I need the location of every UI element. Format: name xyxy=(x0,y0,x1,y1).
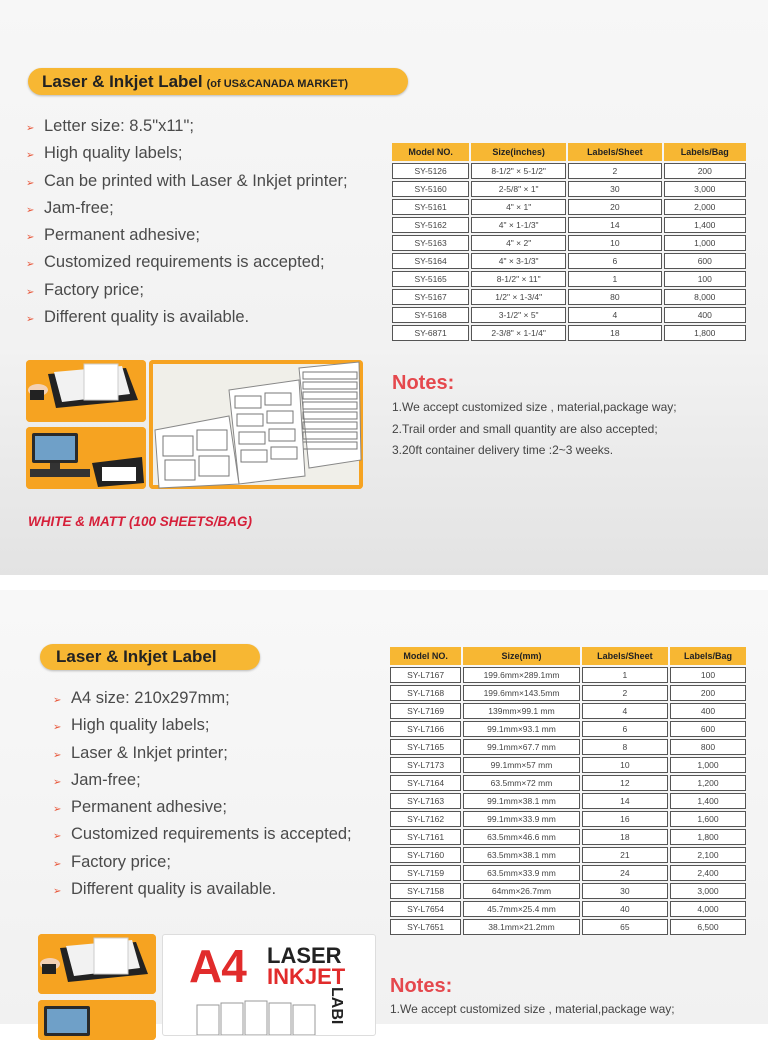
table-cell: SY-5168 xyxy=(392,307,469,323)
table-cell: 16 xyxy=(582,811,668,827)
table-cell: SY-L7173 xyxy=(390,757,461,773)
table-row xyxy=(390,775,746,791)
table-row xyxy=(390,919,746,935)
table-cell: 4" × 2" xyxy=(471,235,566,251)
feature-item: ➢ A4 size: 210x297mm; xyxy=(53,685,352,712)
table-cell: 18 xyxy=(582,829,668,845)
table-header-row xyxy=(390,647,746,665)
table-cell: SY-5163 xyxy=(392,235,469,251)
section-title xyxy=(28,68,408,95)
table-row xyxy=(390,829,746,845)
section-title-text: Laser & Inkjet Label xyxy=(42,72,203,91)
table-row xyxy=(390,757,746,773)
table-cell: SY-5126 xyxy=(392,163,469,179)
table-cell: 4" × 1" xyxy=(471,199,566,215)
note-item: 1.We accept customized size , material,package way; xyxy=(392,400,677,414)
table-cell: 1,400 xyxy=(664,217,746,233)
table-cell: 38.1mm×21.2mm xyxy=(463,919,579,935)
table-row xyxy=(390,865,746,881)
table-row xyxy=(392,307,746,323)
table-cell: 80 xyxy=(568,289,661,305)
table-header-row xyxy=(392,143,746,161)
feature-list xyxy=(53,685,352,903)
table-cell: SY-L7166 xyxy=(390,721,461,737)
table-row xyxy=(392,199,746,215)
table-cell: SY-L7167 xyxy=(390,667,461,683)
feature-item: ➢ Laser & Inkjet printer; xyxy=(53,740,352,767)
table-cell: 30 xyxy=(582,883,668,899)
table-cell: SY-L7168 xyxy=(390,685,461,701)
table-cell: 40 xyxy=(582,901,668,917)
table-cell: 100 xyxy=(670,667,746,683)
table-cell: SY-L7651 xyxy=(390,919,461,935)
table-cell: SY-L7159 xyxy=(390,865,461,881)
feature-item: ➢ Customized requirements is accepted; xyxy=(53,821,352,848)
table-cell: 200 xyxy=(664,163,746,179)
a4-product-box xyxy=(162,934,376,1036)
table-cell: 2 xyxy=(582,685,668,701)
feature-item: ➢ Jam-free; xyxy=(53,767,352,794)
table-cell: 99.1mm×67.7 mm xyxy=(463,739,579,755)
table-cell: 6 xyxy=(568,253,661,269)
table-cell: 1,800 xyxy=(664,325,746,341)
table-cell: 2-3/8" × 1-1/4" xyxy=(471,325,566,341)
computer-photo xyxy=(26,427,146,489)
col-size: Size(inches) xyxy=(471,143,566,161)
table-cell: 10 xyxy=(568,235,661,251)
table-cell: 63.5mm×33.9 mm xyxy=(463,865,579,881)
side-text: LABI xyxy=(328,987,345,1025)
feature-item: ➢ Letter size: 8.5"x11"; xyxy=(26,113,348,140)
table-cell: 1,800 xyxy=(670,829,746,845)
table-cell: 3,000 xyxy=(664,181,746,197)
col-labels-sheet: Labels/Sheet xyxy=(582,647,668,665)
table-row xyxy=(390,667,746,683)
table-cell: 1,000 xyxy=(664,235,746,251)
note-item: 1.We accept customized size , material,package way; xyxy=(390,1002,675,1016)
table-cell: 30 xyxy=(568,181,661,197)
table-row xyxy=(392,289,746,305)
printer-photo xyxy=(38,934,156,994)
feature-item: ➢ Factory price; xyxy=(26,277,348,304)
table-cell: SY-L7164 xyxy=(390,775,461,791)
table-cell: 8-1/2" × 5-1/2" xyxy=(471,163,566,179)
table-row xyxy=(390,721,746,737)
table-cell: 2,000 xyxy=(664,199,746,215)
col-labels-bag: Labels/Bag xyxy=(670,647,746,665)
table-cell: 8,000 xyxy=(664,289,746,305)
table-cell: SY-5167 xyxy=(392,289,469,305)
table-cell: 63.5mm×72 mm xyxy=(463,775,579,791)
table-cell: SY-L7169 xyxy=(390,703,461,719)
table-cell: 4" × 1-1/3" xyxy=(471,217,566,233)
table-cell: 199.6mm×143.5mm xyxy=(463,685,579,701)
spec-table xyxy=(390,141,748,343)
table-row xyxy=(392,271,746,287)
table-cell: 1/2" × 1-3/4" xyxy=(471,289,566,305)
table-cell: SY-6871 xyxy=(392,325,469,341)
table-cell: 12 xyxy=(582,775,668,791)
table-cell: 1,200 xyxy=(670,775,746,791)
feature-item: ➢ Permanent adhesive; xyxy=(53,794,352,821)
feature-item: ➢ Factory price; xyxy=(53,849,352,876)
table-cell: 21 xyxy=(582,847,668,863)
table-cell: 20 xyxy=(568,199,661,215)
table-cell: 3,000 xyxy=(670,883,746,899)
product-caption: WHITE & MATT (100 SHEETS/BAG) xyxy=(28,514,253,529)
inkjet-text: INKJET xyxy=(267,964,346,989)
table-cell: 2 xyxy=(568,163,661,179)
table-cell: 4 xyxy=(582,703,668,719)
laser-text: LASER xyxy=(267,943,342,968)
section-title-text: Laser & Inkjet Label xyxy=(56,647,217,666)
col-size: Size(mm) xyxy=(463,647,579,665)
table-cell: SY-L7162 xyxy=(390,811,461,827)
table-cell: SY-5161 xyxy=(392,199,469,215)
feature-item: ➢ Customized requirements is accepted; xyxy=(26,249,348,276)
table-cell: SY-5164 xyxy=(392,253,469,269)
feature-item: ➢ Permanent adhesive; xyxy=(26,222,348,249)
feature-item: ➢ Can be printed with Laser & Inkjet printer; xyxy=(26,168,348,195)
table-cell: 400 xyxy=(664,307,746,323)
feature-list xyxy=(26,113,348,331)
notes-title: Notes: xyxy=(390,975,453,997)
table-cell: 2,100 xyxy=(670,847,746,863)
table-cell: SY-L7161 xyxy=(390,829,461,845)
table-row xyxy=(392,235,746,251)
table-cell: SY-L7158 xyxy=(390,883,461,899)
table-cell: 45.7mm×25.4 mm xyxy=(463,901,579,917)
table-cell: 1,400 xyxy=(670,793,746,809)
col-labels-bag: Labels/Bag xyxy=(664,143,746,161)
section-title-sub: (of US&CANADA MARKET) xyxy=(206,78,348,90)
table-row xyxy=(390,739,746,755)
note-item: 2.Trail order and small quantity are also accepted; xyxy=(392,421,658,436)
label-sheet-stack-icon xyxy=(193,995,323,1035)
table-cell: 4 xyxy=(568,307,661,323)
table-row xyxy=(392,181,746,197)
table-cell: 14 xyxy=(582,793,668,809)
feature-item: ➢ Different quality is available. xyxy=(53,876,352,903)
table-cell: 14 xyxy=(568,217,661,233)
table-cell: 139mm×99.1 mm xyxy=(463,703,579,719)
notes-title: Notes: xyxy=(392,372,455,394)
table-row xyxy=(390,883,746,899)
table-cell: 10 xyxy=(582,757,668,773)
section-a4 xyxy=(0,590,768,1024)
table-row xyxy=(390,847,746,863)
table-cell: 199.6mm×289.1mm xyxy=(463,667,579,683)
table-cell: SY-L7160 xyxy=(390,847,461,863)
table-cell: 2,400 xyxy=(670,865,746,881)
table-cell: 800 xyxy=(670,739,746,755)
table-cell: 99.1mm×93.1 mm xyxy=(463,721,579,737)
label-sheets-photo xyxy=(149,360,363,489)
table-cell: 400 xyxy=(670,703,746,719)
table-cell: 65 xyxy=(582,919,668,935)
table-cell: 100 xyxy=(664,271,746,287)
table-row xyxy=(392,253,746,269)
table-cell: 63.5mm×46.6 mm xyxy=(463,829,579,845)
table-cell: 99.1mm×57 mm xyxy=(463,757,579,773)
a4-logo-text: A4 xyxy=(189,940,246,992)
table-cell: 64mm×26.7mm xyxy=(463,883,579,899)
table-cell: SY-5165 xyxy=(392,271,469,287)
table-row xyxy=(392,325,746,341)
table-cell: 99.1mm×33.9 mm xyxy=(463,811,579,827)
notes-list xyxy=(390,999,675,1021)
table-cell: 200 xyxy=(670,685,746,701)
table-cell: 600 xyxy=(670,721,746,737)
table-cell: 1,000 xyxy=(670,757,746,773)
table-cell: 1 xyxy=(582,667,668,683)
table-row xyxy=(390,793,746,809)
feature-item: ➢ High quality labels; xyxy=(26,140,348,167)
table-cell: 6 xyxy=(582,721,668,737)
table-cell: 99.1mm×38.1 mm xyxy=(463,793,579,809)
table-cell: 8-1/2" × 11" xyxy=(471,271,566,287)
table-cell: 18 xyxy=(568,325,661,341)
table-cell: SY-L7163 xyxy=(390,793,461,809)
section-title xyxy=(40,644,260,670)
table-row xyxy=(390,901,746,917)
computer-photo xyxy=(38,1000,156,1040)
feature-item: ➢ Jam-free; xyxy=(26,195,348,222)
table-cell: 2-5/8" × 1" xyxy=(471,181,566,197)
col-model: Model NO. xyxy=(390,647,461,665)
table-cell: 6,500 xyxy=(670,919,746,935)
table-row xyxy=(390,685,746,701)
table-cell: 8 xyxy=(582,739,668,755)
table-cell: 4" × 3-1/3" xyxy=(471,253,566,269)
table-cell: 63.5mm×38.1 mm xyxy=(463,847,579,863)
table-cell: SY-L7654 xyxy=(390,901,461,917)
printer-photo xyxy=(26,360,146,422)
table-cell: SY-L7165 xyxy=(390,739,461,755)
table-cell: 600 xyxy=(664,253,746,269)
col-labels-sheet: Labels/Sheet xyxy=(568,143,661,161)
table-cell: 4,000 xyxy=(670,901,746,917)
note-item: 3.20ft container delivery time :2~3 weeks. xyxy=(392,443,614,457)
table-cell: 1 xyxy=(568,271,661,287)
feature-item: ➢ Different quality is available. xyxy=(26,304,348,331)
col-model: Model NO. xyxy=(392,143,469,161)
table-cell: SY-5162 xyxy=(392,217,469,233)
spec-table xyxy=(388,645,748,937)
feature-item: ➢ High quality labels; xyxy=(53,712,352,739)
table-row xyxy=(392,217,746,233)
table-cell: 24 xyxy=(582,865,668,881)
notes-list xyxy=(392,397,677,462)
table-row xyxy=(390,811,746,827)
table-cell: 1,600 xyxy=(670,811,746,827)
table-cell: 3-1/2" × 5" xyxy=(471,307,566,323)
table-row xyxy=(390,703,746,719)
table-cell: SY-5160 xyxy=(392,181,469,197)
table-row xyxy=(392,163,746,179)
